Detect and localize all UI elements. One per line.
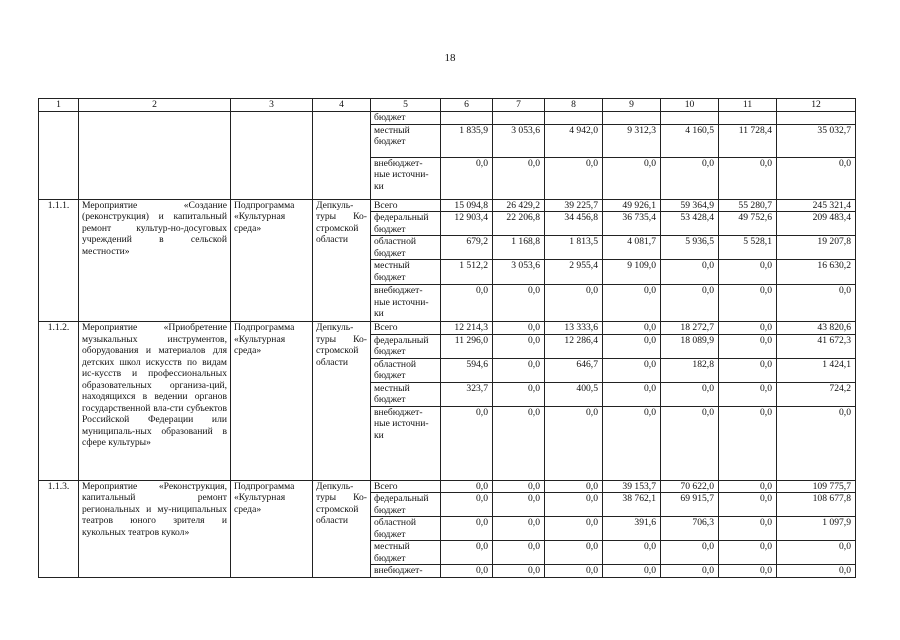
code-cell <box>39 112 79 200</box>
value-cell: 724,2 <box>777 382 856 406</box>
value-cell: 53 428,4 <box>661 212 719 236</box>
funding-source: внебюджет-ные источни-ки <box>371 285 441 322</box>
value-cell: 0,0 <box>493 334 545 358</box>
value-cell: 55 280,7 <box>719 199 777 212</box>
value-cell: 11 728,4 <box>719 124 777 157</box>
value-cell: 39 153,7 <box>603 480 661 493</box>
value-cell: 41 672,3 <box>777 334 856 358</box>
funding-source: федеральный бюджет <box>371 212 441 236</box>
value-cell: 5 936,5 <box>661 236 719 260</box>
value-cell: 0,0 <box>603 322 661 335</box>
value-cell: 0,0 <box>545 406 603 480</box>
value-cell: 0,0 <box>777 285 856 322</box>
value-cell <box>777 112 856 125</box>
value-cell: 0,0 <box>603 382 661 406</box>
value-cell: 0,0 <box>719 517 777 541</box>
value-cell: 391,6 <box>603 517 661 541</box>
funding-source: местный бюджет <box>371 124 441 157</box>
page-number: 18 <box>444 52 456 64</box>
value-cell: 245 321,4 <box>777 199 856 212</box>
value-cell: 0,0 <box>493 541 545 565</box>
funding-source: местный бюджет <box>371 541 441 565</box>
column-header: 12 <box>777 99 856 112</box>
value-cell <box>441 112 493 125</box>
value-cell <box>493 112 545 125</box>
value-cell: 12 214,3 <box>441 322 493 335</box>
value-cell: 36 735,4 <box>603 212 661 236</box>
program-cell: Подпрограмма «Культурная среда» <box>231 199 313 322</box>
table-row <box>39 199 856 212</box>
funding-source: областной бюджет <box>371 236 441 260</box>
value-cell: 39 225,7 <box>545 199 603 212</box>
value-cell: 0,0 <box>777 157 856 199</box>
column-header: 8 <box>545 99 603 112</box>
value-cell: 679,2 <box>441 236 493 260</box>
value-cell: 0,0 <box>661 382 719 406</box>
value-cell: 0,0 <box>719 480 777 493</box>
value-cell: 0,0 <box>493 358 545 382</box>
value-cell: 0,0 <box>545 480 603 493</box>
value-cell: 12 903,4 <box>441 212 493 236</box>
value-cell: 0,0 <box>545 565 603 578</box>
value-cell: 9 109,0 <box>603 260 661 285</box>
executor-cell: Депкуль-туры Ко-стромской области <box>313 322 371 481</box>
value-cell: 0,0 <box>777 541 856 565</box>
value-cell: 0,0 <box>441 157 493 199</box>
value-cell: 12 286,4 <box>545 334 603 358</box>
column-header: 9 <box>603 99 661 112</box>
value-cell: 3 053,6 <box>493 260 545 285</box>
program-cell: Подпрограмма «Культурная среда» <box>231 480 313 577</box>
value-cell: 1 097,9 <box>777 517 856 541</box>
value-cell: 0,0 <box>603 541 661 565</box>
funding-source: внебюджет-ные источни-ки <box>371 157 441 199</box>
value-cell: 0,0 <box>545 517 603 541</box>
value-cell: 38 762,1 <box>603 493 661 517</box>
value-cell: 0,0 <box>493 285 545 322</box>
value-cell: 0,0 <box>545 285 603 322</box>
value-cell: 4 160,5 <box>661 124 719 157</box>
value-cell: 0,0 <box>719 157 777 199</box>
value-cell <box>603 112 661 125</box>
value-cell: 0,0 <box>719 493 777 517</box>
value-cell: 0,0 <box>441 285 493 322</box>
value-cell: 3 053,6 <box>493 124 545 157</box>
funding-source: бюджет <box>371 112 441 125</box>
funding-source: местный бюджет <box>371 260 441 285</box>
program-cell: Подпрограмма «Культурная среда» <box>231 322 313 481</box>
value-cell: 594,6 <box>441 358 493 382</box>
value-cell: 0,0 <box>777 565 856 578</box>
funding-source: Всего <box>371 480 441 493</box>
value-cell: 0,0 <box>493 493 545 517</box>
value-cell: 9 312,3 <box>603 124 661 157</box>
value-cell: 0,0 <box>545 541 603 565</box>
code-cell: 1.1.2. <box>39 322 79 481</box>
value-cell: 4 081,7 <box>603 236 661 260</box>
value-cell: 18 272,7 <box>661 322 719 335</box>
value-cell: 18 089,9 <box>661 334 719 358</box>
value-cell: 0,0 <box>719 406 777 480</box>
value-cell: 0,0 <box>719 322 777 335</box>
value-cell: 323,7 <box>441 382 493 406</box>
value-cell: 0,0 <box>661 541 719 565</box>
executor-cell <box>313 112 371 200</box>
value-cell: 0,0 <box>719 382 777 406</box>
funding-source: областной бюджет <box>371 358 441 382</box>
code-cell: 1.1.3. <box>39 480 79 577</box>
funding-source: Всего <box>371 322 441 335</box>
activity-cell: Мероприятие «Реконструкция, капитальный ремонт региональных и му-ниципальных театров юного зрителя и кукольных театров кукол» <box>79 480 231 577</box>
funding-source: федеральный бюджет <box>371 334 441 358</box>
value-cell: 0,0 <box>661 285 719 322</box>
value-cell: 49 926,1 <box>603 199 661 212</box>
value-cell: 0,0 <box>603 565 661 578</box>
value-cell: 0,0 <box>719 565 777 578</box>
column-header: 4 <box>313 99 371 112</box>
activity-cell: Мероприятие «Создание (реконструкция) и капитальный ремонт культур-но-досуговых учреждений в сельской местности» <box>79 199 231 322</box>
value-cell: 11 296,0 <box>441 334 493 358</box>
value-cell: 5 528,1 <box>719 236 777 260</box>
value-cell: 0,0 <box>493 157 545 199</box>
value-cell: 1 835,9 <box>441 124 493 157</box>
column-header: 3 <box>231 99 313 112</box>
value-cell: 0,0 <box>603 157 661 199</box>
value-cell: 0,0 <box>603 285 661 322</box>
value-cell: 34 456,8 <box>545 212 603 236</box>
value-cell: 13 333,6 <box>545 322 603 335</box>
value-cell <box>661 112 719 125</box>
value-cell: 0,0 <box>493 480 545 493</box>
value-cell: 0,0 <box>441 517 493 541</box>
header-row <box>39 99 856 112</box>
value-cell: 0,0 <box>493 406 545 480</box>
value-cell: 706,3 <box>661 517 719 541</box>
column-header: 7 <box>493 99 545 112</box>
table-row <box>39 112 856 125</box>
funding-source: местный бюджет <box>371 382 441 406</box>
value-cell: 0,0 <box>719 358 777 382</box>
value-cell: 0,0 <box>441 541 493 565</box>
column-header: 10 <box>661 99 719 112</box>
value-cell: 1 813,5 <box>545 236 603 260</box>
value-cell: 4 942,0 <box>545 124 603 157</box>
value-cell: 70 622,0 <box>661 480 719 493</box>
value-cell: 0,0 <box>719 541 777 565</box>
executor-cell: Депкуль-туры Ко-стромской области <box>313 480 371 577</box>
value-cell: 0,0 <box>661 565 719 578</box>
executor-cell: Депкуль-туры Ко-стромской области <box>313 199 371 322</box>
value-cell: 43 820,6 <box>777 322 856 335</box>
code-cell: 1.1.1. <box>39 199 79 322</box>
value-cell: 69 915,7 <box>661 493 719 517</box>
funding-source: внебюджет-ные источни-ки <box>371 406 441 480</box>
value-cell: 646,7 <box>545 358 603 382</box>
value-cell: 0,0 <box>441 406 493 480</box>
value-cell: 182,8 <box>661 358 719 382</box>
value-cell <box>719 112 777 125</box>
value-cell: 0,0 <box>545 493 603 517</box>
value-cell: 1 512,2 <box>441 260 493 285</box>
value-cell: 22 206,8 <box>493 212 545 236</box>
value-cell: 400,5 <box>545 382 603 406</box>
funding-source: Всего <box>371 199 441 212</box>
activity-cell: Мероприятие «Приобретение музыкальных инструментов, оборудования и материалов для детских школ искусств по видам ис-кусств и профессиональных образовательных организа-ций, находящихся в ведении органов государственной вла-сти субъектов Российской Федерации или муниципаль-ных образований в сфере культуры» <box>79 322 231 481</box>
value-cell: 1 424,1 <box>777 358 856 382</box>
value-cell: 109 775,7 <box>777 480 856 493</box>
value-cell: 209 483,4 <box>777 212 856 236</box>
value-cell <box>545 112 603 125</box>
value-cell: 26 429,2 <box>493 199 545 212</box>
funding-source: внебюджет- <box>371 565 441 578</box>
value-cell: 0,0 <box>441 493 493 517</box>
column-header: 2 <box>79 99 231 112</box>
value-cell: 0,0 <box>719 334 777 358</box>
value-cell: 0,0 <box>603 334 661 358</box>
value-cell: 0,0 <box>603 406 661 480</box>
value-cell: 0,0 <box>441 565 493 578</box>
program-cell <box>231 112 313 200</box>
value-cell: 0,0 <box>493 517 545 541</box>
value-cell: 0,0 <box>493 565 545 578</box>
activity-cell <box>79 112 231 200</box>
value-cell: 0,0 <box>777 406 856 480</box>
column-header: 5 <box>371 99 441 112</box>
table-row <box>39 480 856 493</box>
value-cell: 0,0 <box>493 322 545 335</box>
funding-source: федеральный бюджет <box>371 493 441 517</box>
value-cell: 49 752,6 <box>719 212 777 236</box>
value-cell: 2 955,4 <box>545 260 603 285</box>
budget-table <box>38 98 856 578</box>
value-cell: 0,0 <box>603 358 661 382</box>
value-cell: 16 630,2 <box>777 260 856 285</box>
value-cell: 0,0 <box>719 285 777 322</box>
funding-source: областной бюджет <box>371 517 441 541</box>
value-cell: 0,0 <box>545 157 603 199</box>
value-cell: 19 207,8 <box>777 236 856 260</box>
value-cell: 15 094,8 <box>441 199 493 212</box>
column-header: 11 <box>719 99 777 112</box>
value-cell: 59 364,9 <box>661 199 719 212</box>
value-cell: 0,0 <box>441 480 493 493</box>
table-row <box>39 322 856 335</box>
value-cell: 0,0 <box>719 260 777 285</box>
value-cell: 0,0 <box>493 382 545 406</box>
value-cell: 35 032,7 <box>777 124 856 157</box>
value-cell: 0,0 <box>661 260 719 285</box>
value-cell: 0,0 <box>661 157 719 199</box>
column-header: 6 <box>441 99 493 112</box>
value-cell: 108 677,8 <box>777 493 856 517</box>
value-cell: 0,0 <box>661 406 719 480</box>
value-cell: 1 168,8 <box>493 236 545 260</box>
column-header: 1 <box>39 99 79 112</box>
